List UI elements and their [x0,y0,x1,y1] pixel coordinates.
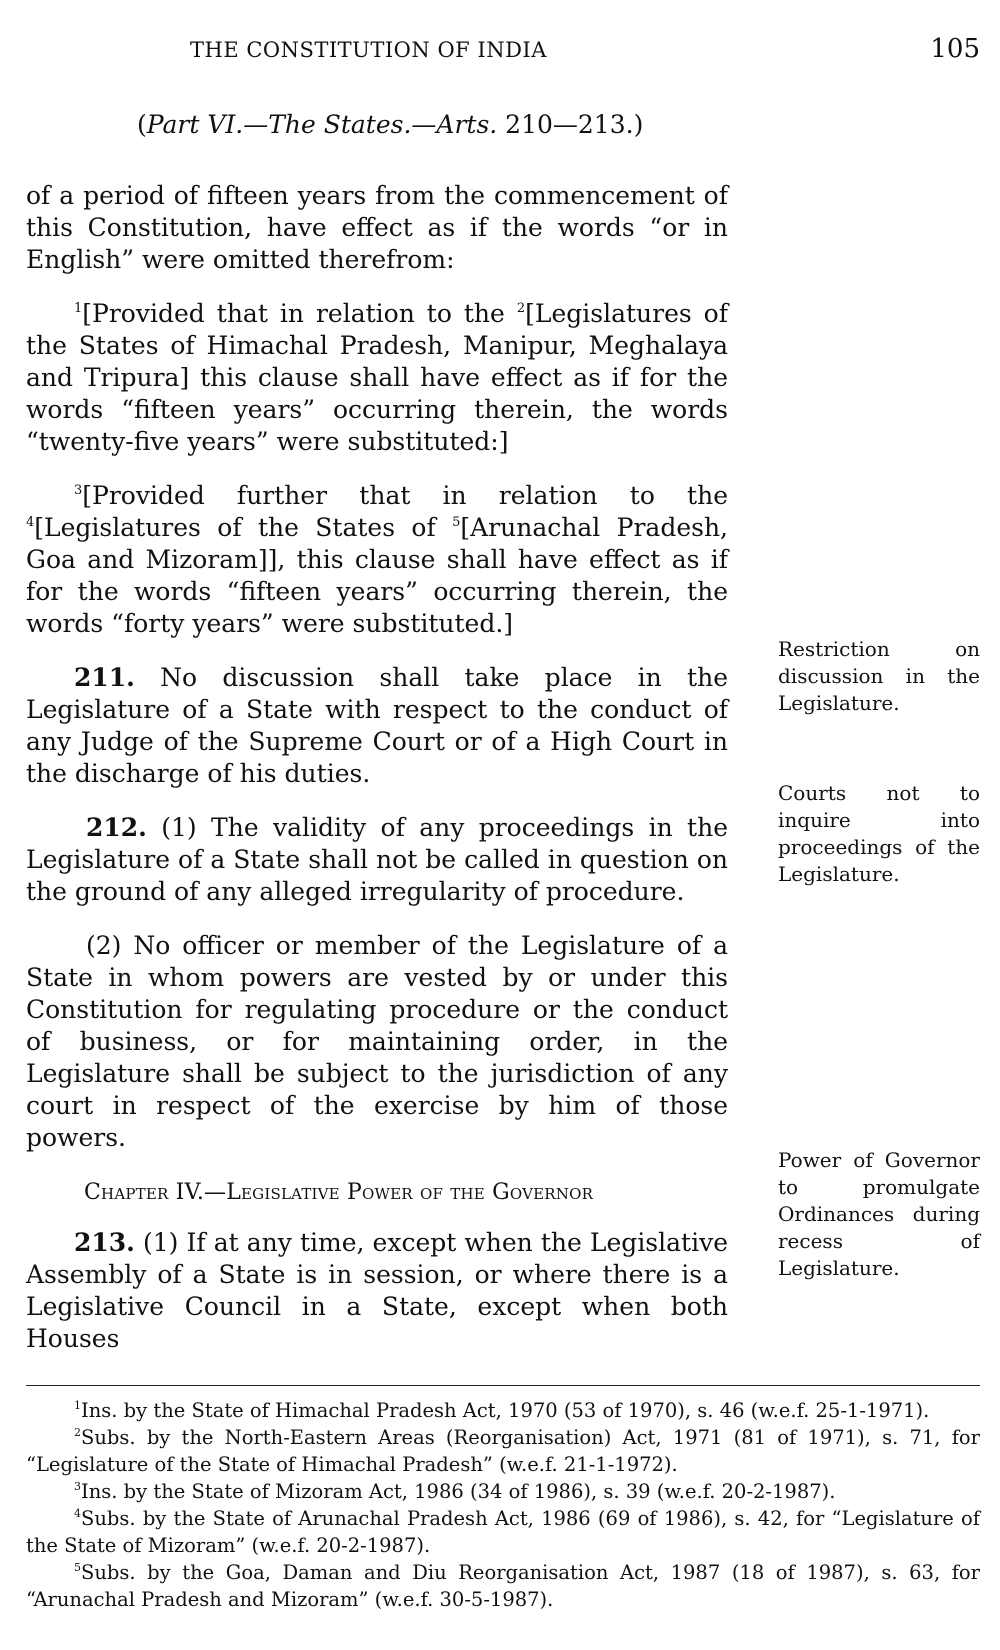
footnote-4 [26,1505,980,1559]
proviso-first [26,298,728,458]
running-title: THE CONSTITUTION OF INDIA [190,38,547,62]
footnote-5 [26,1559,980,1613]
margin-note-213: Power of Governor to promulgate Ordinances during recess of Legislature. [778,1148,980,1280]
proviso-second [26,480,728,640]
article-213 [26,1227,728,1355]
part-heading [137,110,643,139]
proviso-first-text-a: [Provided that in relation to the [82,299,517,328]
footnote-2-ref: 2 [74,1426,81,1439]
footnote-5-text: Subs. by the Goa, Daman and Diu Reorganisation Act, 1987 (18 of 1987), s. 63, for “Arunachal Pradesh and Mizoram” (w.e.f. 30-5-1987). [26,1561,980,1611]
chapter-heading [26,1180,728,1205]
footnote-1 [26,1397,980,1424]
footnote-5-ref: 5 [74,1561,81,1574]
footnote-ref-5: 5 [452,515,461,530]
article-212-text: (1) The validity of any proceedings in the Legislature of a State shall not be called in question on the ground of any alleged irregularity of procedure. [26,813,728,906]
chapter-heading-text: Chapter IV.—Legislative Power of the Governor [84,1180,594,1205]
proviso-second-text-b: [Legislatures of the States of [34,513,453,542]
footnote-ref-1: 1 [74,301,83,316]
footnote-3-text: Ins. by the State of Mizoram Act, 1986 (34 of 1986), s. 39 (w.e.f. 20-2-1987). [81,1480,836,1503]
footnote-4-ref: 4 [74,1507,81,1520]
footnote-2-text: Subs. by the North-Eastern Areas (Reorganisation) Act, 1971 (81 of 1971), s. 71, for “Legislature of the State of Himachal Pradesh” (w.e.f. 21-1-1972). [26,1426,980,1476]
footnotes [26,1397,980,1613]
article-211-text: No discussion shall take place in the Legislature of a State with respect to the conduct of any Judge of the Supreme Court or of a High Court in the discharge of his duties. [26,663,728,788]
proviso-second-text-a: [Provided further that in relation to the [82,481,728,510]
footnote-4-text: Subs. by the State of Arunachal Pradesh Act, 1986 (69 of 1986), s. 42, for “Legislature of the State of Mizoram” (w.e.f. 20-2-1987). [26,1507,980,1557]
footnote-ref-2: 2 [516,301,526,316]
margin-note-211: Restriction on discussion in the Legislature. [778,637,980,715]
footnote-2 [26,1424,980,1478]
article-211-number: 211. [74,663,135,692]
article-212-number: 212. [86,813,147,842]
footnote-rule [26,1385,980,1386]
footnote-ref-4: 4 [26,515,35,530]
margin-note-212: Courts not to inquire into proceedings of the Legislature. [778,781,980,886]
footnote-3-ref: 3 [74,1480,81,1493]
proviso-second-text-c: [Arunachal Pradesh, Goa and Mizoram]], this clause shall have effect as if for the words “fifteen years” occurring therein, the words “forty years” were substituted.] [26,513,728,638]
main-text [26,180,728,1355]
footnote-3 [26,1478,980,1505]
part-heading-open: ( [137,110,147,139]
paragraph-continuation: of a period of fifteen years from the commencement of this Constitution, have effect as if the words “or in English” were omitted therefrom: [26,181,728,274]
footnote-1-ref: 1 [74,1399,81,1412]
article-212-clause-2: (2) No officer or member of the Legislature of a State in whom powers are vested by or under this Constitution for regulating procedure or the conduct of business, or for maintaining order, in the Legislature shall be subject to the jurisdiction of any court in respect of the exercise by him of those powers. [26,931,728,1152]
article-213-text: (1) If at any time, except when the Legislative Assembly of a State is in session, or where there is a Legislative Council in a State, except when both Houses [26,1228,728,1353]
article-213-number: 213. [74,1228,135,1257]
article-212 [26,812,728,908]
article-211 [26,662,728,790]
part-heading-italic: Part VI.—The States.—Arts. [146,110,498,139]
footnote-1-text: Ins. by the State of Himachal Pradesh Act, 1970 (53 of 1970), s. 46 (w.e.f. 25-1-1971). [81,1399,930,1422]
footnote-ref-3: 3 [74,483,83,498]
proviso-first-text-b: [Legislatures of the States of Himachal Pradesh, Manipur, Meghalaya and Tripura] this clause shall have effect as if for the words “fifteen years” occurring therein, the words “twenty-five years” were substituted:] [26,299,728,456]
part-heading-close: 210—213.) [497,110,644,139]
page-number: 105 [930,34,980,64]
